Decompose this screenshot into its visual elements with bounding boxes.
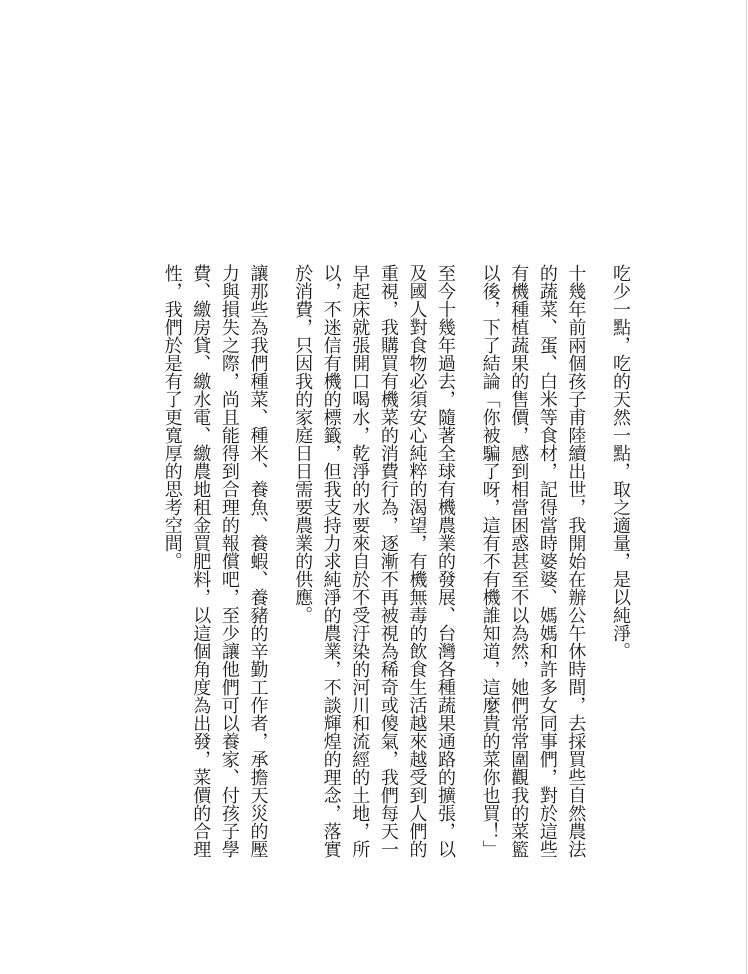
paragraph-2: 十幾年前兩個孩子甫陸續出世，我開始在辦公午休時間，去採買些自然農法的蔬菜、蛋、白米等食材，記得當時婆婆、媽媽和許多女同事們，對於這些有機種植蔬果的售價，感到相當困惑甚至不以為然，她們常常圍觀我的菜籃以後，下了結論「你被騙了呀，這有不有機誰知道，這麼貴的菜你也買！」 xyxy=(479,264,587,858)
paragraph-3: 至今十幾年過去，隨著全球有機農業的發展、台灣各種蔬果通路的擴張，以及國人對食物必須安心純粹的渴望，有機無毒的飲食生活越來越受到人們的重視，我購買有機菜的消費行為，逐漸不再被視為稀奇或傻氣，我們每天一早起床就張開口喝水，乾淨的水要來自於不受汙染的河川和流經的土地，所以，不迷信有機的標籤，但我支持力求純淨的農業，不談輝煌的理念，落實於消費，只因我的家庭日日需要農業的供應。 xyxy=(292,264,457,858)
paragraph-1: 吃少一點，吃的天然一點，取之適量，是以純淨。 xyxy=(610,264,631,660)
paragraph-4: 讓那些為我們種菜、種米、養魚、養蝦、養豬的辛勤工作者，承擔天災的壓力與損失之際，尚且能得到合理的報償吧，至少讓他們可以養家、付孩子學費、繳房貸、繳水電、繳農地租金買肥料，以這個角度為出發，菜價的合理性，我們於是有了更寬厚的思考空間。 xyxy=(161,264,269,858)
article-body xyxy=(157,264,634,864)
